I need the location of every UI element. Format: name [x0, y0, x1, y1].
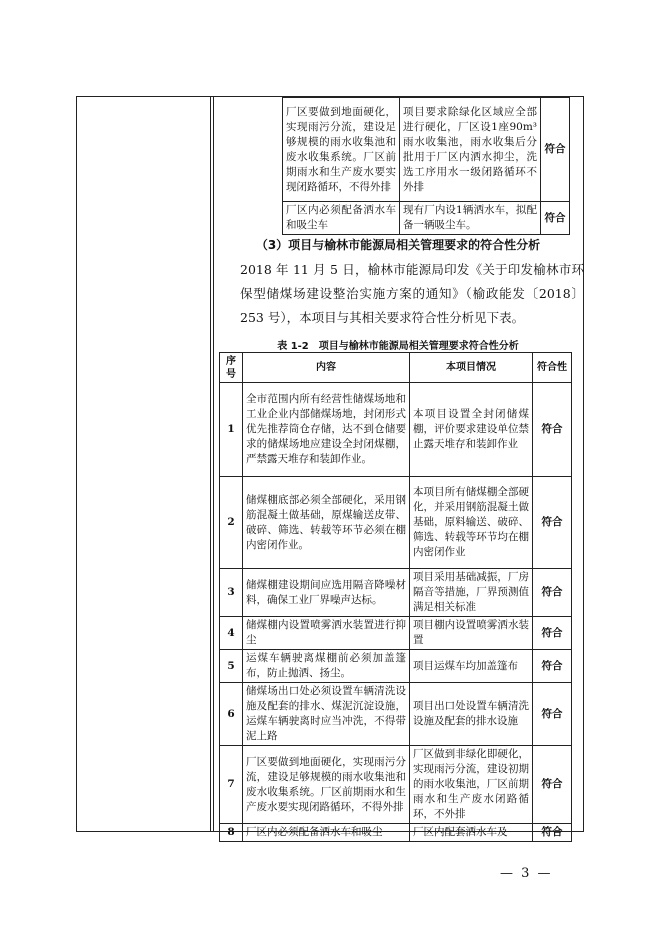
result-cell: 符合: [533, 617, 572, 650]
frame-divider: [210, 96, 211, 832]
header-no: 序号: [220, 353, 243, 383]
table-caption: 表 1-2 项目与榆林市能源局相关管理要求符合性分析: [277, 341, 519, 352]
table-row: [220, 746, 572, 824]
frame-divider-inner: [213, 96, 214, 832]
top-compliance-table: [282, 97, 570, 235]
row-number: 4: [220, 617, 243, 650]
paragraph-text: 2018 年 11 月 5 日，榆林市能源局印发《关于印发榆林市环保型储煤场建设整治实施方案的通知》（榆政能发〔2018〕253 号），本项目与其相关要求符合性分析见下表。: [240, 262, 584, 325]
content-cell: 储煤场出口处必须设置车辆清洗设施及配套的排水、煤泥沉淀设施，运煤车辆驶离时应当冲洗，不得带泥上路: [243, 683, 410, 746]
table-row: [283, 98, 570, 202]
result-cell: 符合: [541, 98, 570, 202]
content-cell: 储煤棚底部必须全部硬化，采用钢筋混凝土做基础，原煤输送皮带、破碎、筛选、转载等环节必须在棚内密闭作业。: [243, 477, 410, 569]
content-cell: 厂区要做到地面硬化，实现雨污分流，建设足够规模的雨水收集池和废水收集系统。厂区前期雨水和生产废水要实现闭路循环，不得外排: [243, 746, 410, 824]
situation-cell: 项目要求除绿化区域应全部进行硬化，厂区设1座90m³雨水收集池，雨水收集后分批用于厂区内洒水抑尘，洗选工序用水一级闭路循环不外排: [400, 98, 541, 202]
compliance-table: [219, 352, 572, 842]
situation-cell: 项目棚内设置喷雾洒水装置: [410, 617, 533, 650]
content-cell: 厂区内必须配备洒水车和吸尘: [243, 824, 410, 842]
header-content: 内容: [243, 353, 410, 383]
header-result: 符合性: [533, 353, 572, 383]
result-cell: 符合: [533, 746, 572, 824]
requirement-cell: 厂区要做到地面硬化，实现雨污分流，建设足够规模的雨水收集池和废水收集系统。厂区前期雨水和生产废水要实现闭路循环，不得外排: [283, 98, 400, 202]
row-number: 7: [220, 746, 243, 824]
situation-cell: 厂区内配套洒水车及: [410, 824, 533, 842]
section-heading: （3）项目与榆林市能源局相关管理要求的符合性分析: [255, 238, 541, 252]
table-row: [220, 477, 572, 569]
table-row: [220, 383, 572, 477]
content-cell: 储煤棚内设置喷雾洒水装置进行抑尘: [243, 617, 410, 650]
situation-cell: 厂区做到非绿化即硬化，实现雨污分流，建设初期的雨水收集池，厂区前期雨水和生产废水闭路循环，不外排: [410, 746, 533, 824]
content-cell: 全市范围内所有经营性储煤场地和工业企业内部储煤场地，封闭形式优先推荐筒仓存储，达不到仓储要求的储煤场地应建设全封闭煤棚，严禁露天堆存和装卸作业。: [243, 383, 410, 477]
row-number: 6: [220, 683, 243, 746]
result-cell: 符合: [533, 383, 572, 477]
result-cell: 符合: [533, 824, 572, 842]
table-row: [220, 824, 572, 842]
table-header-row: [220, 353, 572, 383]
result-cell: 符合: [533, 569, 572, 617]
content-cell: 储煤棚建设期间应选用隔音降噪材料，确保工业厂界噪声达标。: [243, 569, 410, 617]
situation-cell: 本项目所有储煤棚全部硬化，并采用钢筋混凝土做基础，原料输送、破碎、筛选、转载等环节均在棚内密闭作业: [410, 477, 533, 569]
situation-cell: 本项目设置全封闭储煤棚，评价要求建设单位禁止露天堆存和装卸作业: [410, 383, 533, 477]
situation-cell: 现有厂内设1辆洒水车，拟配备一辆吸尘车。: [400, 202, 541, 235]
table-row: [220, 683, 572, 746]
situation-cell: 项目出口处设置车辆清洗设施及配套的排水设施: [410, 683, 533, 746]
result-cell: 符合: [533, 650, 572, 683]
content-cell: 运煤车辆驶离煤棚前必须加盖篷布，防止抛洒、扬尘。: [243, 650, 410, 683]
situation-cell: 项目运煤车均加盖篷布: [410, 650, 533, 683]
table-row: [220, 650, 572, 683]
result-cell: 符合: [541, 202, 570, 235]
row-number: 5: [220, 650, 243, 683]
table-row: [220, 617, 572, 650]
page-number: — 3 —: [500, 866, 553, 881]
row-number: 1: [220, 383, 243, 477]
row-number: 8: [220, 824, 243, 842]
requirement-cell: 厂区内必须配备洒水车和吸尘车: [283, 202, 400, 235]
result-cell: 符合: [533, 683, 572, 746]
table-row: [220, 569, 572, 617]
result-cell: 符合: [533, 477, 572, 569]
row-number: 2: [220, 477, 243, 569]
table-row: [283, 202, 570, 235]
situation-cell: 项目采用基础减振，厂房隔音等措施，厂界预测值满足相关标准: [410, 569, 533, 617]
header-situation: 本项目情况: [410, 353, 533, 383]
row-number: 3: [220, 569, 243, 617]
body-paragraph: [212, 258, 584, 330]
